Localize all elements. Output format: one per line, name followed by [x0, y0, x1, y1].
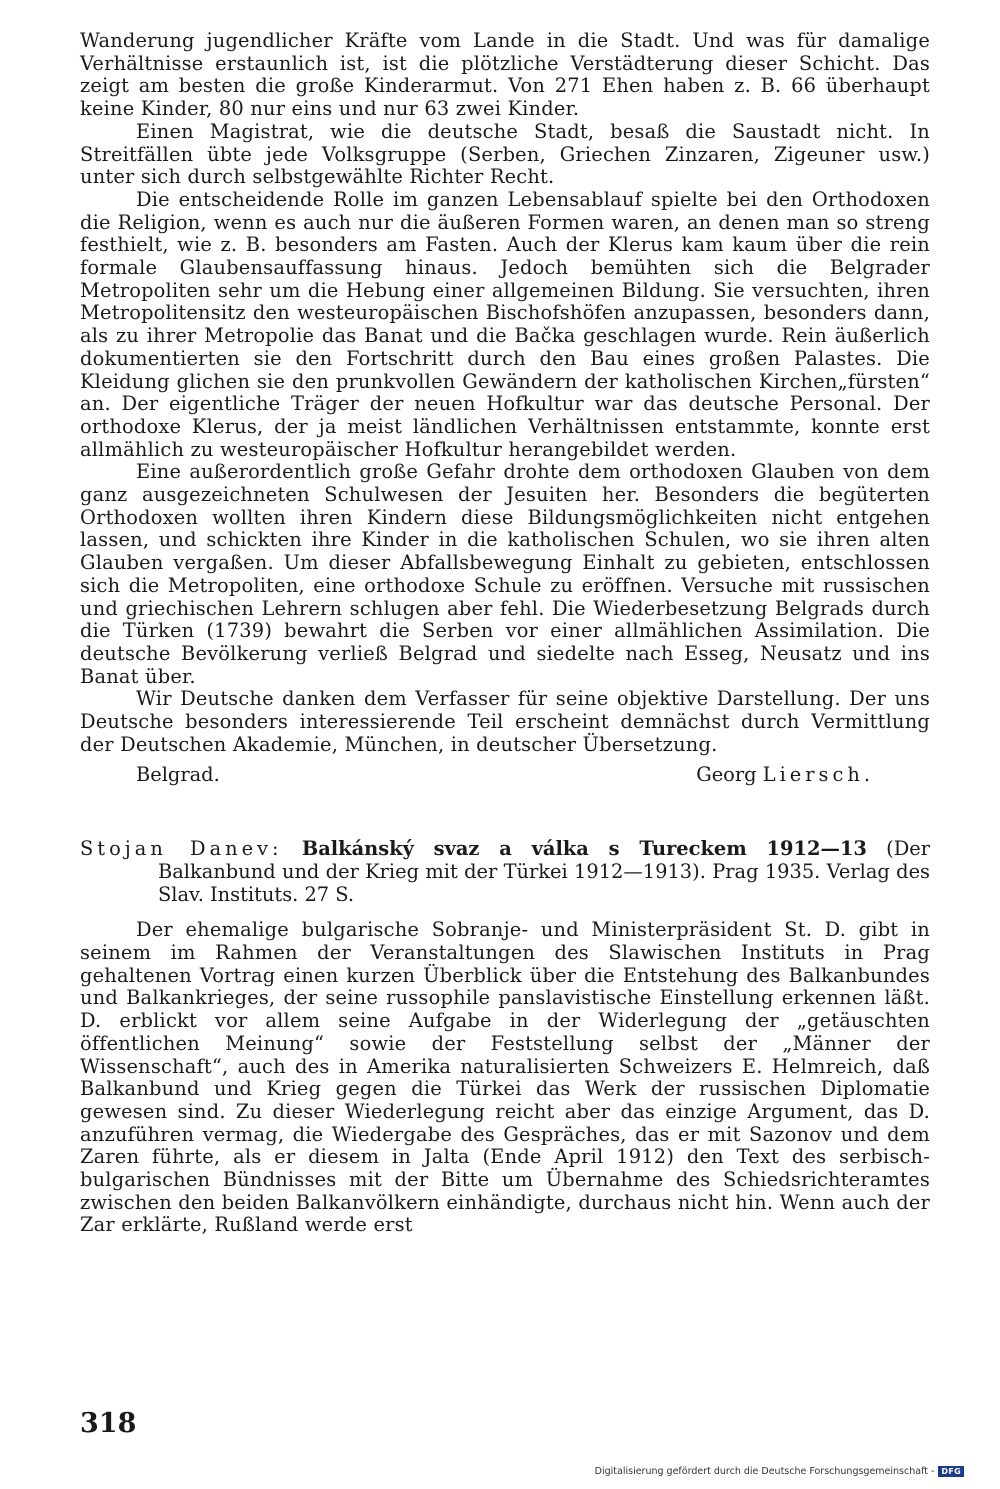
signature-surname: Liersch.	[762, 762, 874, 786]
signature-author	[696, 764, 874, 787]
footer-credit-text: Digitalisierung gefördert durch die Deutsche Forschungsgemeinschaft -	[594, 1466, 935, 1477]
dfg-logo: DFG	[938, 1466, 964, 1477]
review-details: (Der Balkanbund und der Krieg mit der Türkei 1912—1913). Prag 1935. Verlag des Slav. Instituts. 27 S.	[158, 837, 930, 906]
signature-first-name: Georg	[696, 762, 757, 786]
review-body: Der ehemalige bulgarische Sobranje- und Ministerpräsident St. D. gibt in seinem im Rahmen der Veranstaltungen des Slawischen Instituts in Prag gehaltenen Vortrag einen kurzen Überblick über die Entstehung des Balkanbundes und Balkankrieges, der seine russophile panslavistische Einstellung erkennen läßt. D. erblickt vor allem seine Aufgabe in der Widerlegung der „getäuschten öffentlichen Meinung“ sowie der Feststellung selbst der „Männer der Wissenschaft“, auch des in Amerika naturalisierten Schweizers E. Helmreich, daß Balkanbund und Krieg gegen die Türkei das Werk der russischen Diplomatie gewesen sind. Zu dieser Wiederlegung reicht aber das einzige Argument, das D. anzuführen vermag, die Wiedergabe des Gespräches, das er mit Sazonov und dem Zaren führte, als er diesem in Jalta (Ende April 1912) den Text des serbisch-bulgarischen Bündnisses mit der Bitte um Übernahme des Schiedsrichteramtes zwischen den beiden Balkanvölkern einhändigte, durchaus nicht hin. Wenn auch der Zar erklärte, Rußland werde erst	[80, 918, 930, 1237]
page-number: 318	[80, 1408, 137, 1439]
paragraph-3: Die entscheidende Rolle im ganzen Lebensablauf spielte bei den Orthodoxen die Religion, wenn es auch nur die äußeren Formen waren, an denen man so streng festhielt, wie z. B. besonders am Fasten. Auch der Klerus kam kaum über die rein formale Glaubensauffassung hinaus. Jedoch bemühten sich die Belgrader Metropoliten sehr um die Hebung einer allgemeinen Bildung. Sie versuchten, ihren Metropolitensitz den westeuropäischen Bischofshöfen anzupassen, besonders dann, als zu ihrer Metropolie das Banat und die Bačka geschlagen wurde. Rein äußerlich dokumentierten sie den Fortschritt durch den Bau eines großen Palastes. Die Kleidung glichen sie den prunkvollen Gewändern der katholischen Kirchen„fürsten“ an. Der eigentliche Träger der neuen Hofkultur war das deutsche Personal. Der orthodoxe Klerus, der ja meist ländlichen Verhältnissen entstammte, konnte erst allmählich zu westeuropäischer Hofkultur herangebildet werden.	[80, 187, 930, 461]
signature-place: Belgrad.	[136, 762, 220, 786]
paragraph-2: Einen Magistrat, wie die deutsche Stadt, besaß die Saustadt nicht. In Streitfällen übte jede Volksgruppe (Serben, Griechen Zinzaren, Zigeuner usw.) unter sich durch selbstgewählte Richter Recht.	[80, 119, 930, 189]
signature-line	[80, 764, 930, 787]
paragraph-1: Wanderung jugendlicher Kräfte vom Lande in die Stadt. Und was für damalige Verhältnisse erstaunlich ist, ist die plötzliche Verstädterung dieser Schicht. Das zeigt am besten die große Kinderarmut. Von 271 Ehen haben z. B. 66 überhaupt keine Kinder, 80 nur eins und nur 63 zwei Kinder.	[80, 29, 930, 121]
review-heading	[80, 838, 930, 906]
page-content	[80, 30, 930, 1237]
review-title: Balkánský svaz a válka s Tureckem 1912—13	[301, 837, 867, 861]
footer-credit	[595, 1466, 964, 1477]
review-author: Stojan Danev:	[80, 837, 283, 861]
paragraph-4: Eine außerordentlich große Gefahr drohte dem orthodoxen Glauben von dem ganz ausgezeichneten Schulwesen der Jesuiten her. Besonders die begüterten Orthodoxen wollten ihren Kindern diese Bildungsmöglichkeiten nicht entgehen lassen, und schickten ihre Kinder in die katholischen Schulen, wo sie ihren alten Glauben vergaßen. Um dieser Abfallsbewegung Einhalt zu gebieten, entschlossen sich die Metropoliten, eine orthodoxe Schule zu eröffnen. Versuche mit russischen und griechischen Lehrern schlugen aber fehl. Die Wiederbesetzung Belgrads durch die Türken (1739) bewahrt die Serben vor einer allmählichen Assimilation. Die deutsche Bevölkerung verließ Belgrad und siedelte nach Esseg, Neusatz und ins Banat über.	[80, 460, 930, 688]
paragraph-5: Wir Deutsche danken dem Verfasser für seine objektive Darstellung. Der uns Deutsche besonders interessierende Teil erscheint demnächst durch Vermittlung der Deutschen Akademie, München, in deutscher Übersetzung.	[80, 687, 930, 756]
